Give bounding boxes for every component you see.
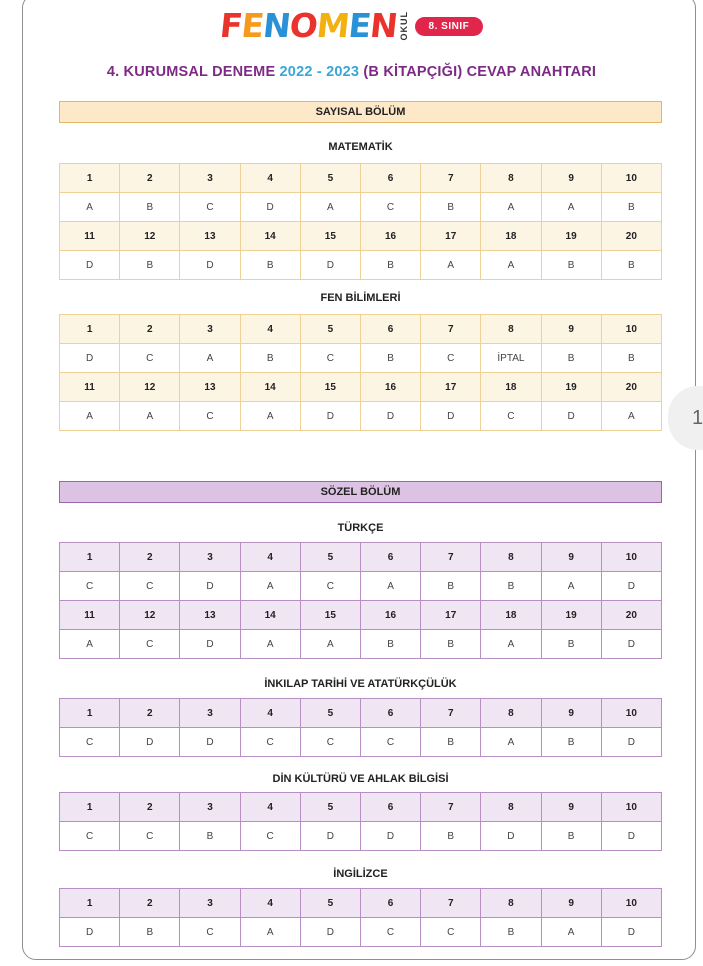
answer-cell: D <box>601 822 661 851</box>
question-number-cell: 11 <box>60 601 120 630</box>
question-number-cell: 3 <box>180 315 240 344</box>
question-number-cell: 3 <box>180 699 240 728</box>
question-number-cell: 6 <box>360 699 420 728</box>
answer-cell: A <box>60 193 120 222</box>
answer-row <box>60 572 662 601</box>
answer-cell: İPTAL <box>481 344 541 373</box>
question-number-cell: 2 <box>120 543 180 572</box>
question-number-cell: 10 <box>601 164 661 193</box>
question-number-cell: 14 <box>240 222 300 251</box>
answer-cell: C <box>180 193 240 222</box>
answer-cell: A <box>240 630 300 659</box>
question-number-cell: 10 <box>601 889 661 918</box>
title-suffix: (B KİTAPÇIĞI) CEVAP ANAHTARI <box>359 64 597 80</box>
question-number-cell: 5 <box>300 164 360 193</box>
answer-cell: D <box>240 193 300 222</box>
answer-cell: B <box>421 193 481 222</box>
question-number-cell: 1 <box>60 543 120 572</box>
question-number-cell: 7 <box>421 889 481 918</box>
answer-cell: A <box>541 572 601 601</box>
question-number-cell: 6 <box>360 315 420 344</box>
question-number-cell: 4 <box>240 699 300 728</box>
question-number-cell: 14 <box>240 373 300 402</box>
question-number-cell: 2 <box>120 164 180 193</box>
answer-cell: C <box>421 918 481 947</box>
answer-cell: C <box>481 402 541 431</box>
question-number-cell: 13 <box>180 601 240 630</box>
question-number-cell: 8 <box>481 164 541 193</box>
question-number-cell: 4 <box>240 543 300 572</box>
question-number-cell: 12 <box>120 222 180 251</box>
answer-cell: C <box>300 728 360 757</box>
answer-cell: D <box>180 630 240 659</box>
subject-title: DİN KÜLTÜRÜ VE AHLAK BİLGİSİ <box>272 773 449 785</box>
question-number-cell: 17 <box>421 222 481 251</box>
question-number-cell: 19 <box>541 222 601 251</box>
answer-cell: B <box>541 344 601 373</box>
answer-row <box>60 822 662 851</box>
question-number-cell: 3 <box>180 793 240 822</box>
answer-cell: D <box>300 822 360 851</box>
answer-cell: B <box>481 572 541 601</box>
answer-cell: C <box>360 918 420 947</box>
answer-cell: A <box>240 918 300 947</box>
question-number-cell: 3 <box>180 543 240 572</box>
answer-row <box>60 251 662 280</box>
answer-cell: D <box>300 918 360 947</box>
question-number-cell: 8 <box>481 793 541 822</box>
answer-cell: B <box>601 344 661 373</box>
answer-cell: A <box>541 193 601 222</box>
question-number-cell: 9 <box>541 699 601 728</box>
question-number-row <box>60 164 662 193</box>
answer-cell: D <box>180 572 240 601</box>
answer-cell: D <box>300 251 360 280</box>
question-number-cell: 15 <box>300 601 360 630</box>
question-number-cell: 1 <box>60 315 120 344</box>
answer-cell: B <box>421 572 481 601</box>
answer-cell: B <box>541 251 601 280</box>
answer-row <box>60 193 662 222</box>
answer-cell: B <box>120 918 180 947</box>
answer-cell: A <box>601 402 661 431</box>
question-number-cell: 7 <box>421 315 481 344</box>
question-number-cell: 7 <box>421 543 481 572</box>
answer-table <box>59 163 662 280</box>
logo-letter: N <box>367 6 399 45</box>
page-title <box>0 64 703 80</box>
sayisal-section-banner: SAYISAL BÖLÜM <box>59 101 662 123</box>
question-number-cell: 9 <box>541 315 601 344</box>
answer-cell: A <box>421 251 481 280</box>
grade-badge: 8. SINIF <box>415 17 484 36</box>
question-number-cell: 10 <box>601 793 661 822</box>
answer-cell: D <box>360 402 420 431</box>
answer-cell: B <box>481 918 541 947</box>
subject-title: FEN BİLİMLERİ <box>320 292 401 304</box>
question-number-row <box>60 889 662 918</box>
logo-letter: E <box>239 6 265 45</box>
answer-table <box>59 542 662 659</box>
answer-cell: D <box>421 402 481 431</box>
logo-letter: E <box>346 6 373 45</box>
logo-letter: O <box>287 6 319 45</box>
answer-cell: C <box>60 728 120 757</box>
answer-cell: A <box>481 251 541 280</box>
question-number-cell: 8 <box>481 315 541 344</box>
answer-cell: D <box>120 728 180 757</box>
question-number-cell: 6 <box>360 793 420 822</box>
answer-cell: B <box>541 728 601 757</box>
answer-cell: B <box>180 822 240 851</box>
answer-cell: C <box>60 822 120 851</box>
question-number-cell: 10 <box>601 543 661 572</box>
answer-cell: D <box>481 822 541 851</box>
answer-row <box>60 402 662 431</box>
question-number-cell: 5 <box>300 699 360 728</box>
sozel-section-banner: SÖZEL BÖLÜM <box>59 481 662 503</box>
question-number-cell: 4 <box>240 889 300 918</box>
answer-cell: A <box>60 402 120 431</box>
answer-cell: A <box>481 728 541 757</box>
answer-cell: B <box>240 344 300 373</box>
question-number-cell: 4 <box>240 315 300 344</box>
question-number-cell: 7 <box>421 164 481 193</box>
question-number-cell: 6 <box>360 164 420 193</box>
question-number-cell: 4 <box>240 793 300 822</box>
answer-cell: D <box>300 402 360 431</box>
question-number-cell: 7 <box>421 793 481 822</box>
question-number-cell: 15 <box>300 222 360 251</box>
question-number-row <box>60 222 662 251</box>
question-number-cell: 6 <box>360 543 420 572</box>
question-number-cell: 9 <box>541 164 601 193</box>
answer-table <box>59 792 662 851</box>
answer-cell: C <box>240 728 300 757</box>
logo-letter: F <box>217 6 244 45</box>
answer-cell: B <box>541 822 601 851</box>
answer-cell: A <box>180 344 240 373</box>
question-number-cell: 3 <box>180 164 240 193</box>
question-number-cell: 18 <box>481 601 541 630</box>
question-number-cell: 6 <box>360 889 420 918</box>
title-year: 2022 - 2023 <box>279 64 360 80</box>
answer-cell: B <box>421 728 481 757</box>
question-number-cell: 7 <box>421 699 481 728</box>
fenomen-logo <box>218 6 399 46</box>
question-number-cell: 16 <box>360 222 420 251</box>
edge-page-number: 1 <box>668 386 703 450</box>
answer-cell: D <box>601 918 661 947</box>
answer-cell: A <box>300 630 360 659</box>
answer-cell: C <box>240 822 300 851</box>
answer-row <box>60 918 662 947</box>
question-number-cell: 1 <box>60 164 120 193</box>
question-number-cell: 12 <box>120 601 180 630</box>
answer-cell: C <box>60 572 120 601</box>
answer-cell: C <box>360 728 420 757</box>
answer-cell: D <box>60 918 120 947</box>
answer-cell: B <box>120 193 180 222</box>
answer-cell: B <box>360 344 420 373</box>
title-prefix: 4. KURUMSAL DENEME <box>106 64 280 80</box>
question-number-cell: 18 <box>481 222 541 251</box>
question-number-cell: 19 <box>541 601 601 630</box>
answer-cell: A <box>360 572 420 601</box>
question-number-cell: 10 <box>601 699 661 728</box>
answer-cell: D <box>180 251 240 280</box>
answer-cell: D <box>601 572 661 601</box>
question-number-cell: 16 <box>360 373 420 402</box>
answer-cell: A <box>240 572 300 601</box>
question-number-cell: 2 <box>120 793 180 822</box>
answer-cell: D <box>180 728 240 757</box>
subject-title: İNKILAP TARİHİ VE ATATÜRKÇÜLÜK <box>264 678 457 690</box>
subject-title: MATEMATİK <box>328 141 393 153</box>
question-number-cell: 12 <box>120 373 180 402</box>
answer-cell: D <box>601 630 661 659</box>
header-logo-row <box>0 6 703 58</box>
answer-cell: B <box>421 630 481 659</box>
question-number-cell: 5 <box>300 793 360 822</box>
question-number-cell: 18 <box>481 373 541 402</box>
answer-cell: A <box>240 402 300 431</box>
answer-table <box>59 314 662 431</box>
answer-table <box>59 698 662 757</box>
question-number-row <box>60 543 662 572</box>
question-number-cell: 14 <box>240 601 300 630</box>
question-number-cell: 20 <box>601 601 661 630</box>
answer-cell: D <box>60 344 120 373</box>
answer-row <box>60 630 662 659</box>
question-number-cell: 3 <box>180 889 240 918</box>
question-number-cell: 10 <box>601 315 661 344</box>
answer-cell: B <box>120 251 180 280</box>
answer-cell: C <box>120 572 180 601</box>
answer-cell: B <box>240 251 300 280</box>
question-number-row <box>60 793 662 822</box>
answer-cell: B <box>601 193 661 222</box>
answer-cell: C <box>300 572 360 601</box>
answer-cell: A <box>481 193 541 222</box>
question-number-cell: 4 <box>240 164 300 193</box>
question-number-cell: 2 <box>120 315 180 344</box>
answer-cell: B <box>360 251 420 280</box>
answer-cell: B <box>421 822 481 851</box>
answer-cell: C <box>360 193 420 222</box>
subject-title: TÜRKÇE <box>337 522 384 534</box>
answer-row <box>60 344 662 373</box>
answer-cell: D <box>60 251 120 280</box>
answer-cell: C <box>120 630 180 659</box>
answer-cell: C <box>421 344 481 373</box>
question-number-cell: 16 <box>360 601 420 630</box>
question-number-cell: 20 <box>601 222 661 251</box>
answer-table <box>59 888 662 947</box>
answer-cell: B <box>601 251 661 280</box>
answer-cell: C <box>120 822 180 851</box>
question-number-cell: 15 <box>300 373 360 402</box>
question-number-cell: 5 <box>300 543 360 572</box>
question-number-cell: 19 <box>541 373 601 402</box>
answer-cell: D <box>541 402 601 431</box>
answer-cell: C <box>120 344 180 373</box>
question-number-cell: 17 <box>421 373 481 402</box>
question-number-row <box>60 373 662 402</box>
question-number-cell: 5 <box>300 315 360 344</box>
question-number-cell: 13 <box>180 373 240 402</box>
answer-row <box>60 728 662 757</box>
question-number-cell: 9 <box>541 793 601 822</box>
answer-cell: C <box>180 918 240 947</box>
question-number-cell: 13 <box>180 222 240 251</box>
subject-title: İNGİLİZCE <box>333 868 388 880</box>
answer-cell: A <box>120 402 180 431</box>
question-number-cell: 20 <box>601 373 661 402</box>
logo-letter: M <box>314 6 351 45</box>
question-number-cell: 2 <box>120 699 180 728</box>
question-number-cell: 11 <box>60 222 120 251</box>
question-number-row <box>60 601 662 630</box>
answer-cell: A <box>60 630 120 659</box>
question-number-cell: 9 <box>541 543 601 572</box>
question-number-cell: 1 <box>60 793 120 822</box>
question-number-cell: 8 <box>481 699 541 728</box>
question-number-row <box>60 315 662 344</box>
answer-cell: B <box>541 630 601 659</box>
answer-cell: A <box>541 918 601 947</box>
answer-cell: D <box>601 728 661 757</box>
question-number-cell: 8 <box>481 889 541 918</box>
answer-cell: A <box>300 193 360 222</box>
question-number-row <box>60 699 662 728</box>
answer-cell: C <box>180 402 240 431</box>
question-number-cell: 11 <box>60 373 120 402</box>
question-number-cell: 17 <box>421 601 481 630</box>
logo-suffix: OKUL <box>398 11 409 41</box>
answer-cell: C <box>300 344 360 373</box>
question-number-cell: 1 <box>60 699 120 728</box>
question-number-cell: 2 <box>120 889 180 918</box>
question-number-cell: 9 <box>541 889 601 918</box>
answer-cell: B <box>360 630 420 659</box>
question-number-cell: 8 <box>481 543 541 572</box>
question-number-cell: 5 <box>300 889 360 918</box>
answer-cell: D <box>360 822 420 851</box>
question-number-cell: 1 <box>60 889 120 918</box>
logo-letter: N <box>260 6 292 45</box>
answer-cell: A <box>481 630 541 659</box>
